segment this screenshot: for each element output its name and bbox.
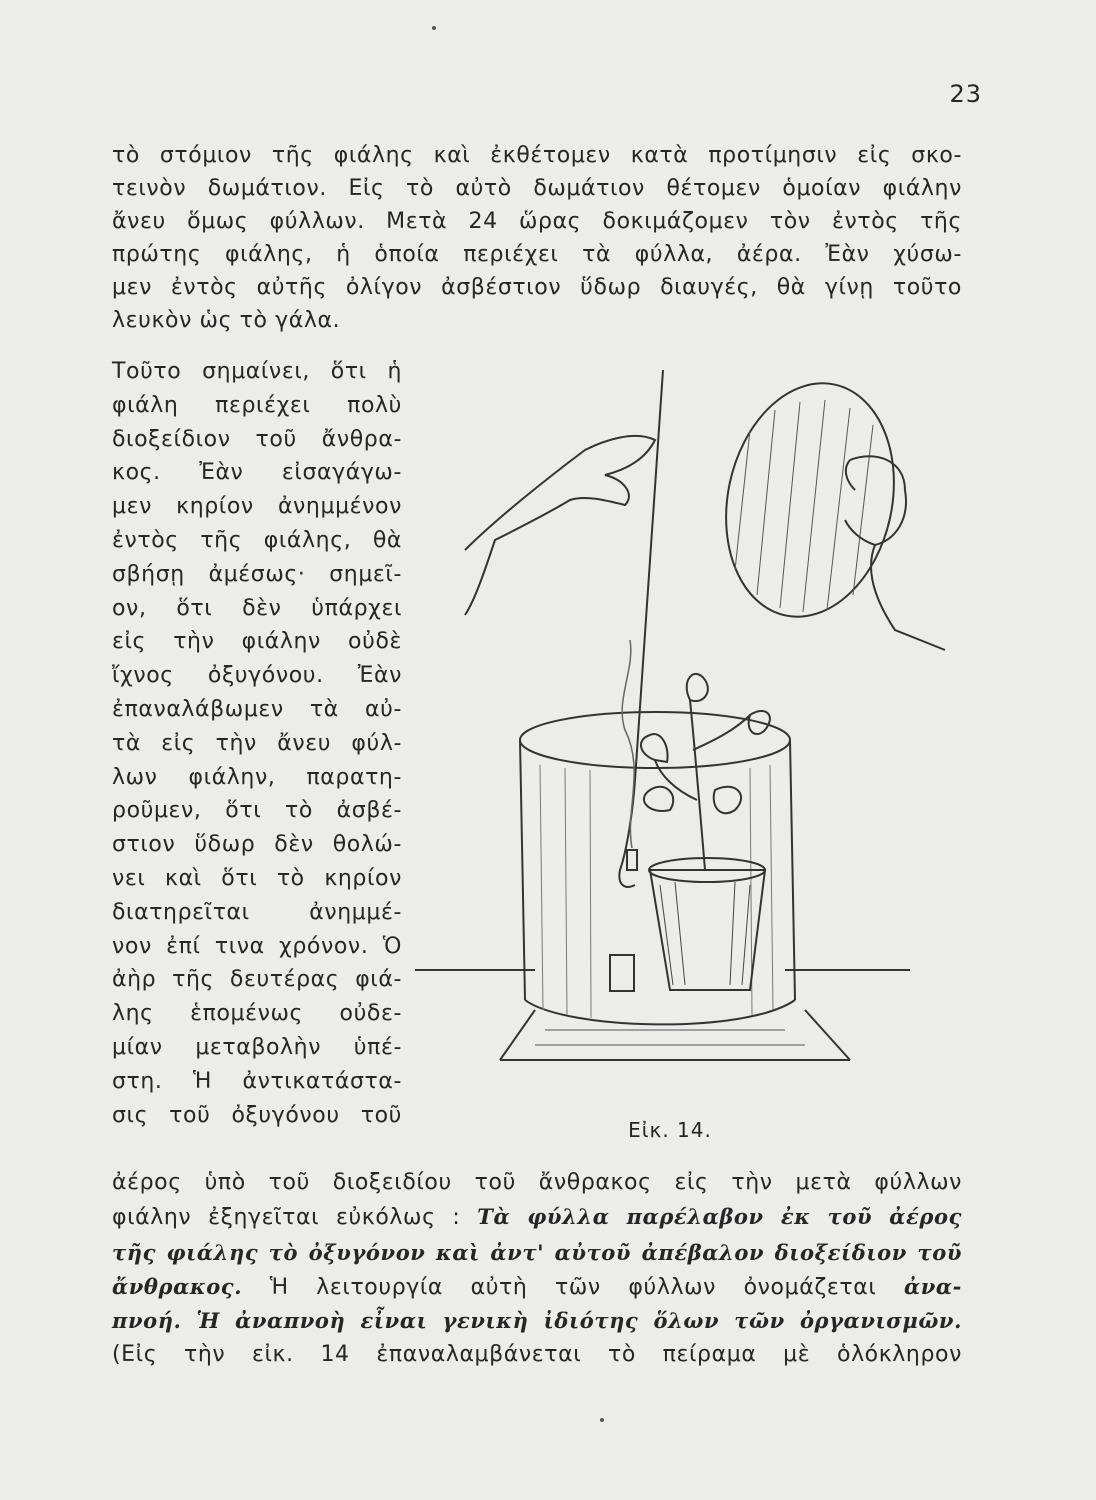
text-line: νει καὶ ὅτι τὸ κηρίον: [112, 866, 402, 891]
conclusion-emphasis: ἀνα-: [903, 1274, 962, 1299]
flower-pot: [650, 870, 765, 990]
text-line: λων φιάλην, παρατη-: [112, 764, 402, 790]
text-line: κος. Ἐὰν εἰσαγάγω-: [112, 460, 402, 486]
text-line: ον, ὅτι δὲν ὑπάρχει: [112, 595, 402, 621]
text-line: ἄνευ ὅμως φύλλων. Μετὰ 24 ὥρας δοκιμάζομεν τὸν ἐντὸς τῆς: [112, 209, 962, 234]
plant-stem: [655, 700, 750, 870]
text-line: ἴχνος ὀξυγόνου. Ἐὰν: [112, 663, 402, 689]
conclusion-emphasis: Τὰ φύλλα παρέλαβον ἐκ τοῦ ἀέρος: [477, 1204, 962, 1229]
text-line: σις τοῦ ὀξυγόνου τοῦ: [112, 1102, 402, 1128]
conclusion-emphasis: πνοή.: [112, 1308, 182, 1333]
base-plate: [415, 970, 910, 1060]
text-line: ἐντὸς τῆς φιάλης, θὰ: [112, 528, 402, 553]
text-line: εἰς τὴν φιάλην οὐδὲ: [112, 629, 402, 655]
text-line: πρώτης φιάλης, ἡ ὁποία περιέχει τὰ φύλλα, ἀέρα. Ἐὰν χύσω-: [112, 242, 962, 267]
figure-caption: Εἰκ. 14.: [628, 1118, 712, 1142]
text-line: ροῦμεν, ὅτι τὸ ἀσβέ-: [112, 798, 402, 824]
text-line: μεν ἐντὸς αὐτῆς ὀλίγον ἀσβέστιον ὕδωρ διαυγές, θὰ γίνῃ τοῦτο: [112, 275, 962, 300]
text-line: λης ἑπομένως οὐδε-: [112, 1001, 402, 1027]
text-plain: Ἡ λειτουργία αὐτὴ τῶν φύλλων ὀνομάζεται: [269, 1275, 877, 1300]
text-line: νον ἐπί τινα χρόνον. Ὁ: [112, 933, 402, 959]
conclusion-emphasis: Ἡ ἀναπνοὴ εἶναι γενικὴ ἰδιότης ὅλων τῶν ὀργανισμῶν.: [196, 1308, 962, 1333]
text-line: μεν κηρίον ἀνημμένον: [112, 494, 402, 520]
text-line: Τοῦτο σημαίνει, ὅτι ἡ: [112, 359, 402, 384]
text-line: τὸ στόμιον τῆς φιάλης καὶ ἐκθέτομεν κατὰ προτίμησιν εἰς σκο-: [112, 143, 962, 168]
leaf: [714, 787, 741, 813]
scan-speck: [600, 1418, 604, 1422]
text-line: ἐπαναλάβωμεν τὰ αὐ-: [112, 697, 402, 722]
text-line-mixed: [112, 1270, 962, 1305]
small-cup: [610, 955, 634, 991]
text-line: στιον ὕδωρ δὲν θολώ-: [112, 832, 402, 858]
text-line: διοξείδιον τοῦ ἄνθρα-: [112, 426, 402, 452]
hand-right: [845, 456, 945, 650]
bell-jar-experiment-illustration: [405, 370, 965, 1090]
text-line-mixed: [112, 1200, 962, 1235]
page-number: 23: [949, 80, 982, 108]
text-line-mixed: [112, 1236, 962, 1271]
text-line-mixed: [112, 1304, 962, 1339]
text-line: ἀὴρ τῆς δευτέρας φιά-: [112, 967, 402, 993]
text-plain: φιάλην ἐξηγεῖται εὐκόλως :: [112, 1205, 461, 1230]
conclusion-emphasis: τῆς φιάλης τὸ ὀξυγόνον καὶ ἀντ' αὐτοῦ ἀπέβαλον διοξείδιον τοῦ: [112, 1240, 962, 1265]
glass-plate: [705, 370, 914, 632]
text-line: τὰ εἰς τὴν ἄνευ φύλ-: [112, 730, 402, 756]
text-line: (Εἰς τὴν εἰκ. 14 ἐπαναλαμβάνεται τὸ πείραμα μὲ ὁλόκληρον: [112, 1342, 962, 1367]
text-line: ἀέρος ὑπὸ τοῦ διοξειδίου τοῦ ἄνθρακος εἰς τὴν μετὰ φύλλων: [112, 1170, 962, 1195]
leaf: [641, 734, 668, 762]
candle: [627, 850, 637, 870]
text-line: λευκὸν ὡς τὸ γάλα.: [112, 308, 341, 333]
text-line: τεινὸν δωμάτιον. Εἰς τὸ αὐτὸ δωμάτιον θέτομεν ὁμοίαν φιάλην: [112, 176, 962, 201]
leaf: [644, 787, 673, 811]
conclusion-emphasis: ἄνθρακος.: [112, 1274, 243, 1299]
text-line: μίαν μεταβολὴν ὑπέ-: [112, 1035, 402, 1060]
text-line: στη. Ἡ ἀντικατάστα-: [112, 1068, 402, 1094]
hand-left: [465, 436, 655, 615]
smoke: [622, 640, 634, 848]
text-line: διατηρεῖται ἀνημμέ-: [112, 899, 402, 925]
figure-illustration: [405, 370, 965, 1090]
text-line: σβήσῃ ἀμέσως· σημεῖ-: [112, 561, 402, 587]
leaf: [687, 674, 708, 701]
scan-speck: [432, 26, 436, 30]
rod: [619, 370, 663, 887]
text-line: φιάλη περιέχει πολὺ: [112, 392, 402, 418]
